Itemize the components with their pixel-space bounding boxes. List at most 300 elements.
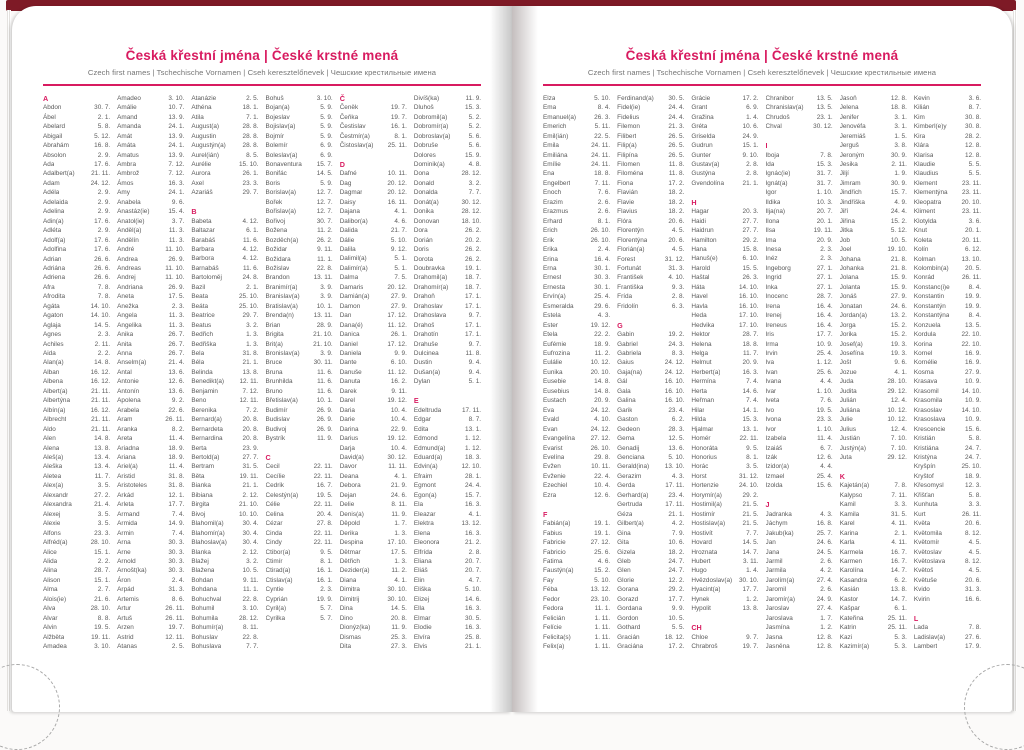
name-day-date: 27. 9. <box>890 293 907 301</box>
first-name: Knut <box>913 227 928 235</box>
first-name: Fridolín <box>617 302 639 310</box>
first-name: Etela <box>543 331 558 339</box>
name-day-date: 19. 3. <box>890 350 907 358</box>
first-name: Děpold <box>339 520 360 528</box>
first-name: Bohuš <box>265 94 284 102</box>
name-entry <box>840 245 907 254</box>
first-name: Griselda <box>691 132 716 140</box>
name-day-date: 4. 4. <box>820 378 833 386</box>
name-day-date: 6. 2. <box>671 416 685 424</box>
name-entry <box>340 311 407 320</box>
name-day-date: 6. 1. <box>246 227 259 235</box>
first-name: Alen <box>43 435 56 443</box>
name-day-date: 20. 6. <box>668 217 685 225</box>
first-name: Dajana <box>339 208 360 216</box>
name-day-date: 26. 11. <box>961 510 982 518</box>
name-entry <box>266 132 333 141</box>
first-name: Evan <box>543 425 558 433</box>
name-day-date: 26. 6. <box>94 274 111 282</box>
name-day-date: 11. 7. <box>743 350 759 358</box>
name-day-date: 21. 11. <box>91 416 111 424</box>
name-day-date: 10. 9. <box>965 397 982 405</box>
first-name: Gvendolína <box>691 179 725 187</box>
name-day-date: 23. 3. <box>242 179 259 187</box>
name-day-date: 15. 7. <box>890 189 907 197</box>
first-name: Karmen <box>839 557 863 565</box>
name-entry <box>766 557 833 566</box>
name-day-date: 14. 6. <box>742 387 759 395</box>
name-day-date: 10. 12. <box>887 416 907 424</box>
name-entry <box>691 330 758 339</box>
name-day-date: 5. 5. <box>968 170 982 178</box>
name-day-date: 4. 3. <box>820 510 833 518</box>
name-day-date: 9. 5. <box>320 548 333 556</box>
name-day-date: 4. 12. <box>242 246 259 254</box>
name-entry <box>840 425 907 434</box>
name-day-date: 23. 9. <box>242 444 259 452</box>
name-entry <box>691 302 758 311</box>
name-entry <box>43 340 110 349</box>
first-name: Anna <box>117 350 133 358</box>
name-entry <box>191 188 258 197</box>
name-entry <box>117 396 184 405</box>
name-day-date: 30. 4. <box>242 539 259 547</box>
name-day-date: 14. 1. <box>742 406 759 414</box>
first-name: Horác <box>691 463 709 471</box>
first-name: Karel <box>839 520 855 528</box>
first-name: Emanuel(a) <box>543 113 577 121</box>
name-entry <box>543 179 610 188</box>
name-entry <box>617 207 684 216</box>
name-entry <box>414 434 481 443</box>
name-entry <box>914 94 981 103</box>
name-entry <box>914 283 981 292</box>
name-column <box>691 94 758 652</box>
first-name: Bela <box>191 350 205 358</box>
name-day-date: 7. 4. <box>746 378 759 386</box>
name-day-date: 26. 11. <box>165 605 185 613</box>
name-entry <box>191 122 258 131</box>
first-name: Hektor <box>691 331 711 339</box>
name-day-date: 22. 11. <box>313 501 333 509</box>
name-day-date: 31. 7. <box>816 179 833 187</box>
name-entry <box>766 368 833 377</box>
first-name: Chrabroš <box>691 643 718 651</box>
name-day-date: 13. 8. <box>94 444 111 452</box>
name-entry <box>43 387 110 396</box>
name-day-date: 17. 9. <box>965 643 982 651</box>
name-entry <box>117 103 184 112</box>
first-name: Amáta <box>117 142 136 150</box>
first-name: Ida <box>765 160 775 168</box>
name-entry <box>43 179 110 188</box>
name-day-date: 30. 9. <box>890 151 907 159</box>
name-day-date: 4. 6. <box>597 557 611 565</box>
first-name: Josefína <box>839 350 864 358</box>
name-day-date: 2. 11. <box>891 160 907 168</box>
first-name: Hjalmar <box>691 425 714 433</box>
name-entry <box>340 415 407 424</box>
name-day-date: 3. 1. <box>894 123 907 131</box>
name-day-date: 9. 3. <box>671 283 685 291</box>
first-name: Albena <box>43 378 63 386</box>
name-entry <box>617 132 684 141</box>
name-entry <box>543 453 610 462</box>
name-day-date: 25. 6. <box>816 368 833 376</box>
name-entry <box>117 444 184 453</box>
name-entry <box>691 151 758 160</box>
first-name: Karmela <box>839 548 864 556</box>
name-day-date: 21. 1. <box>742 179 759 187</box>
name-entry <box>117 519 184 528</box>
first-name: Alban <box>43 368 60 376</box>
first-name: Juda <box>839 378 854 386</box>
name-entry <box>766 349 833 358</box>
name-entry <box>117 548 184 557</box>
first-name: Celestýn(a) <box>265 491 299 499</box>
first-name: Erazmus <box>543 208 569 216</box>
first-name: Drahoslav <box>413 302 443 310</box>
name-day-date: 24. 4. <box>465 482 482 490</box>
name-day-date: 19. 12. <box>387 435 407 443</box>
name-entry <box>117 122 184 131</box>
first-name: Agnes <box>43 331 62 339</box>
name-day-date: 2. 6. <box>597 198 611 206</box>
first-name: Juta <box>839 454 852 462</box>
first-name: Gréta <box>691 123 708 131</box>
name-day-date: 18. 9. <box>168 454 185 462</box>
first-name: Jimram <box>839 179 861 187</box>
name-entry <box>43 585 110 594</box>
name-day-date: 24. 1. <box>168 189 185 197</box>
first-name: Irma <box>765 340 779 348</box>
name-day-date: 12. 5. <box>668 435 685 443</box>
first-name: Irena <box>765 302 781 310</box>
name-entry <box>766 548 833 557</box>
name-entry <box>543 595 610 604</box>
name-entry <box>617 349 684 358</box>
name-entry <box>617 273 684 282</box>
name-day-date: 30. 3. <box>168 567 185 575</box>
first-name: Hanuš(e) <box>691 255 718 263</box>
name-day-date: 10. 6. <box>668 539 685 547</box>
first-name: Emil(ián) <box>543 132 569 140</box>
name-entry <box>617 529 684 538</box>
name-day-date: 20. 7. <box>465 557 482 565</box>
first-name: Alina <box>43 567 58 575</box>
name-day-date: 4. 1. <box>894 368 907 376</box>
name-entry <box>543 302 610 311</box>
name-entry <box>266 538 333 547</box>
name-day-date: 26. 11. <box>165 614 185 622</box>
first-name: Aurora <box>191 170 211 178</box>
name-entry <box>191 245 258 254</box>
first-name: Klaudius <box>913 170 939 178</box>
first-name: Darja <box>339 444 355 452</box>
name-day-date: 27. 4. <box>816 576 833 584</box>
first-name: Branimír(a) <box>265 283 298 291</box>
first-name: Dana(é) <box>339 321 363 329</box>
name-day-date: 27. 8. <box>316 520 333 528</box>
name-day-date: 20. 2. <box>465 236 482 244</box>
first-name: Drahoň <box>413 293 435 301</box>
name-entry <box>617 151 684 160</box>
name-day-date: 16. 3. <box>465 501 482 509</box>
first-name: Konstantýn <box>913 302 946 310</box>
name-day-date: 17. 11. <box>665 501 685 509</box>
name-entry <box>414 264 481 273</box>
first-name: Ireneus <box>765 321 787 329</box>
first-name: Albrecht <box>43 416 67 424</box>
name-day-date: 7. 1. <box>246 113 259 121</box>
first-name: Atila <box>191 113 204 121</box>
name-day-date: 4. 8. <box>468 160 482 168</box>
name-entry <box>914 236 981 245</box>
name-entry <box>191 444 258 453</box>
name-entry <box>691 321 758 330</box>
first-name: Bibiana <box>191 491 213 499</box>
name-entry <box>266 472 333 481</box>
first-name: Jana <box>765 548 780 556</box>
first-name: Čeněk <box>339 104 359 112</box>
first-name: Ignác(ie) <box>765 170 791 178</box>
name-day-date: 15. 2. <box>890 217 907 225</box>
first-name: Alison <box>43 576 61 584</box>
name-day-date: 4. 7. <box>468 576 482 584</box>
name-day-date: 25. 10. <box>238 302 259 310</box>
name-day-date: 8. 12. <box>965 558 982 565</box>
name-entry <box>340 444 407 453</box>
name-entry <box>617 122 684 131</box>
name-entry <box>191 358 258 367</box>
first-name: Bořislav(a) <box>265 208 297 216</box>
first-name: Lambert <box>913 643 938 651</box>
first-name: Dalma <box>339 274 359 282</box>
name-day-date: 23. 3. <box>816 416 833 424</box>
name-entry <box>617 453 684 462</box>
first-name: Erna <box>543 264 557 272</box>
first-name: Gaius <box>617 359 634 367</box>
name-day-date: 13. 12. <box>461 520 482 528</box>
name-entry <box>766 481 833 490</box>
first-name: Jošt <box>839 359 852 367</box>
first-name: Jitka <box>839 227 853 235</box>
name-entry <box>266 245 333 254</box>
name-day-date: 11. 1. <box>594 605 611 613</box>
name-day-date: 9. 9. <box>394 350 407 358</box>
first-name: Jaromil <box>765 586 787 594</box>
name-column <box>914 94 981 652</box>
first-name: Gema <box>617 435 635 443</box>
name-day-date: 11. 12. <box>387 368 407 376</box>
first-name: Bedřiška <box>191 340 217 348</box>
name-entry <box>914 557 981 566</box>
first-name: Aleš(a) <box>43 454 64 462</box>
first-name: Boleslav(a) <box>265 151 298 159</box>
first-name: Donovan <box>413 217 440 225</box>
name-day-date: 15. 4. <box>168 208 185 216</box>
name-day-date: 12. 6. <box>168 378 185 386</box>
first-name: Kasián <box>839 586 860 594</box>
first-name: Kalypso <box>839 491 863 499</box>
name-day-date: 7. 8. <box>820 151 833 159</box>
first-name: Jakub(ka) <box>765 529 794 537</box>
name-entry <box>266 425 333 434</box>
name-entry <box>543 330 610 339</box>
name-day-date: 2. 8. <box>671 293 685 301</box>
first-name: Adrian <box>43 255 62 263</box>
name-entry <box>117 425 184 434</box>
name-entry <box>340 481 407 490</box>
name-day-date: 26. 10. <box>590 236 611 244</box>
first-name: Bojan(a) <box>265 104 290 112</box>
name-entry <box>117 604 184 613</box>
name-entry <box>266 273 333 282</box>
name-entry <box>43 642 110 651</box>
name-entry <box>691 642 758 651</box>
name-entry <box>914 434 981 443</box>
first-name: Kolombín(a) <box>913 264 949 272</box>
first-name: Bartoloměj <box>191 274 222 282</box>
name-entry <box>617 283 684 292</box>
first-name: Ambrož <box>117 170 140 178</box>
name-day-date: 2. 4. <box>597 246 611 254</box>
first-name: Branislav(a) <box>265 293 300 301</box>
first-name: Donald <box>413 179 435 187</box>
name-entry <box>191 462 258 471</box>
name-day-date: 24. 12. <box>590 425 611 433</box>
first-name: Kurt <box>913 510 926 518</box>
name-entry <box>43 217 110 226</box>
first-name: Elin <box>413 576 425 584</box>
name-entry <box>617 548 684 557</box>
first-name: Justýn(a) <box>839 444 866 452</box>
first-name: Dalibor(a) <box>339 217 368 225</box>
first-name: Ivana <box>765 378 782 386</box>
name-entry <box>543 94 610 103</box>
first-name: Kryštof <box>913 472 934 480</box>
first-name: Atanas <box>117 643 138 651</box>
name-day-date: 13. 6. <box>168 368 185 376</box>
name-entry <box>691 226 758 235</box>
name-entry <box>914 538 981 547</box>
name-entry <box>543 236 610 245</box>
name-entry <box>617 94 684 103</box>
name-day-date: 21. 8. <box>890 255 907 263</box>
name-day-date: 20. 6. <box>668 236 685 244</box>
name-entry <box>340 387 407 396</box>
name-entry <box>266 141 333 150</box>
name-day-date: 24. 12. <box>664 359 685 367</box>
name-day-date: 15. 6. <box>965 425 982 433</box>
name-entry <box>691 585 758 594</box>
name-entry <box>191 595 258 604</box>
first-name: Kornélie <box>913 359 938 367</box>
name-entry <box>914 491 981 500</box>
name-entry <box>414 415 481 424</box>
name-entry <box>191 585 258 594</box>
letter-section-header: G <box>617 320 623 330</box>
name-day-date: 15. 2. <box>890 331 907 339</box>
name-day-date: 20. 6. <box>965 520 982 528</box>
name-entry <box>340 425 407 434</box>
first-name: Doubravka <box>413 264 445 272</box>
first-name: Iboja <box>765 151 780 159</box>
name-day-date: 24. 6. <box>390 491 407 499</box>
name-entry <box>617 633 684 642</box>
name-day-date: 5. 8. <box>968 491 982 499</box>
name-entry <box>691 538 758 547</box>
name-entry <box>766 226 833 235</box>
name-day-date: 24. 5. <box>816 548 833 556</box>
first-name: Diana <box>339 576 357 584</box>
name-entry <box>414 585 481 594</box>
name-entry <box>766 292 833 301</box>
first-name: Bohuslava <box>191 643 222 651</box>
first-name: Arzen <box>117 624 134 632</box>
name-entry <box>43 604 110 613</box>
first-name: Kilián <box>913 104 930 112</box>
name-entry <box>191 500 258 509</box>
name-entry <box>191 236 258 245</box>
name-entry <box>766 207 833 216</box>
first-name: Bivoj <box>191 510 206 518</box>
first-name: Bedřich <box>191 331 214 339</box>
first-name: Květomila <box>913 529 942 537</box>
name-entry <box>43 557 110 566</box>
first-name: Květoslava <box>913 558 946 565</box>
name-day-date: 10. 5. <box>242 567 259 575</box>
name-day-date: 28. 7. <box>742 331 759 339</box>
first-name: Drahomír(a) <box>413 283 449 291</box>
name-entry <box>266 519 333 528</box>
first-name: Erina <box>543 255 558 263</box>
name-day-date: 1. 10. <box>816 189 833 197</box>
name-entry <box>617 226 684 235</box>
name-day-date: 4. 5. <box>968 539 982 547</box>
first-name: Ivor <box>765 425 777 433</box>
first-name: Horymír(a) <box>691 491 722 499</box>
first-name: Kamila <box>839 510 860 518</box>
name-day-date: 7. 6. <box>820 397 833 405</box>
name-entry <box>543 198 610 207</box>
first-name: Kasandra <box>839 576 868 584</box>
first-name: Ernest <box>543 274 562 282</box>
name-day-date: 27. 1. <box>816 283 833 291</box>
first-name: Dalimír(a) <box>339 264 368 272</box>
name-day-date: 15. 9. <box>465 151 482 159</box>
first-name: Erich <box>543 227 558 235</box>
first-name: Birgita <box>191 501 210 509</box>
name-day-date: 12. 6. <box>816 454 833 461</box>
name-day-date: 2. 1. <box>97 113 111 121</box>
name-entry <box>191 425 258 434</box>
name-entry <box>840 585 907 594</box>
name-entry <box>840 510 907 519</box>
name-day-date: 3. 10. <box>94 643 111 651</box>
name-day-date: 24. 12. <box>590 406 611 414</box>
name-entry <box>117 273 184 282</box>
first-name: Andrea <box>117 255 138 263</box>
first-name: Ivar <box>765 387 777 395</box>
first-name: Artemis <box>117 595 139 603</box>
first-name: Dobromír(a) <box>413 123 449 131</box>
name-day-date: 2. 9. <box>97 189 111 197</box>
name-day-date: 5. 7. <box>320 614 333 622</box>
name-entry <box>914 122 981 131</box>
first-name: Elektra <box>413 520 434 528</box>
name-day-date: 14. 7. <box>742 548 759 556</box>
